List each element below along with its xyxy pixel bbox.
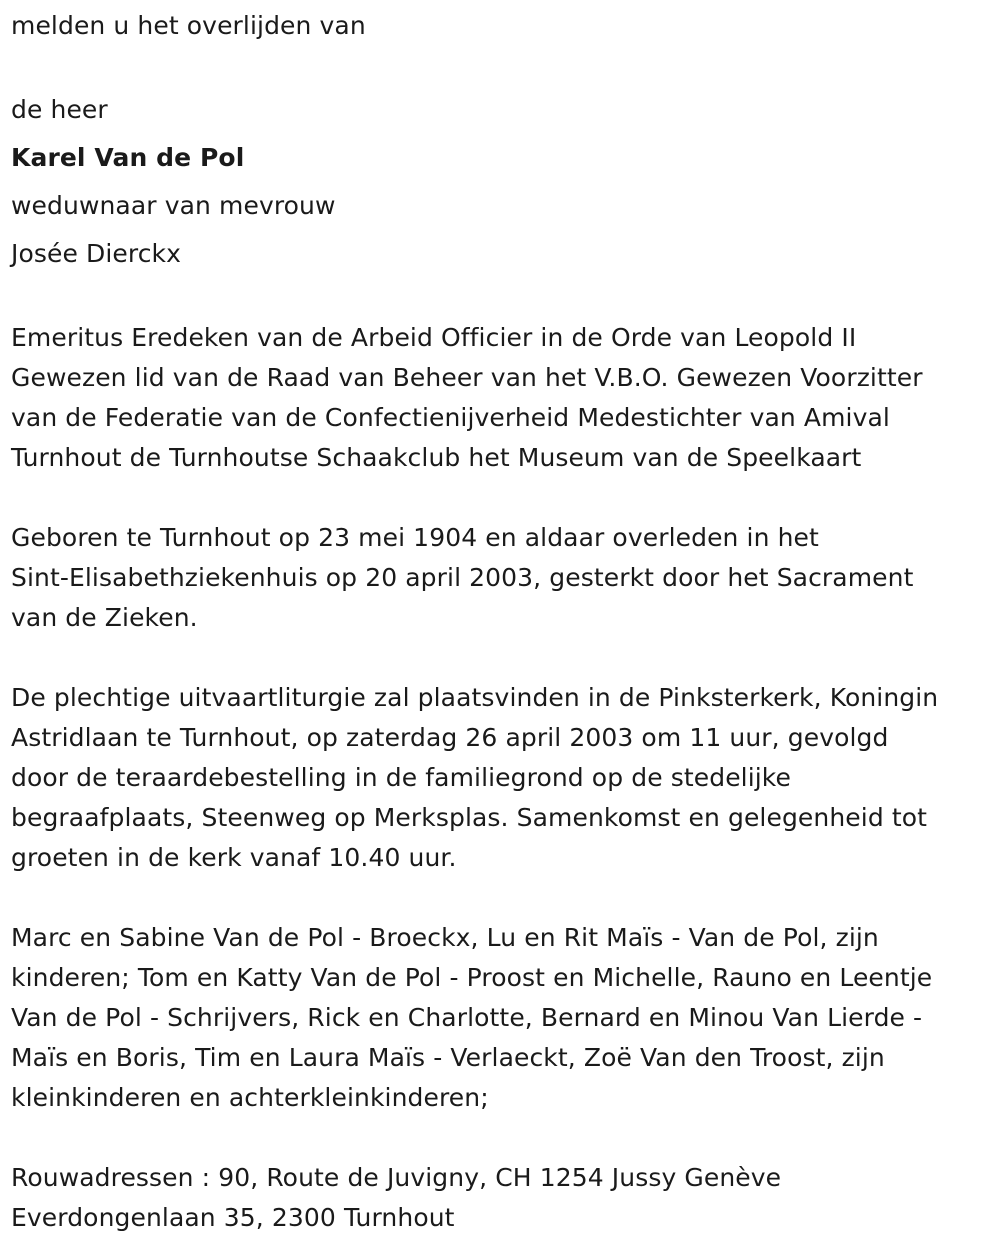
- funeral-line: De plechtige uitvaartliturgie zal plaatsvinden in de Pinksterkerk, Koningin: [11, 683, 939, 712]
- birth-death-line: van de Zieken.: [11, 603, 198, 632]
- honors-line: Turnhout de Turnhoutse Schaakclub het Museum van de Speelkaart: [11, 443, 862, 472]
- family-line: kinderen; Tom en Katty Van de Pol - Proost en Michelle, Rauno en Leentje: [11, 963, 933, 992]
- relation-text: weduwnaar van mevrouw: [11, 191, 336, 220]
- address-line: Everdongenlaan 35, 2300 Turnhout: [11, 1203, 455, 1232]
- funeral-paragraph: [11, 678, 996, 878]
- spacer: [11, 478, 996, 518]
- spacer: [11, 878, 996, 918]
- honors-line: Gewezen lid van de Raad van Beheer van het V.B.O. Gewezen Voorzitter: [11, 363, 923, 392]
- addresses-paragraph: [11, 1158, 996, 1238]
- funeral-line: door de teraardebestelling in de familiegrond op de stedelijke: [11, 763, 791, 792]
- spacer: [11, 1118, 996, 1158]
- funeral-line: begraafplaats, Steenweg op Merksplas. Samenkomst en gelegenheid tot: [11, 803, 928, 832]
- honors-line: van de Federatie van de Confectienijverheid Medestichter van Amival: [11, 403, 890, 432]
- spouse-name: Josée Dierckx: [11, 239, 182, 268]
- spacer: [11, 278, 996, 318]
- deceased-name: Karel Van de Pol: [11, 143, 245, 172]
- family-paragraph: [11, 918, 996, 1118]
- honors-paragraph: [11, 318, 996, 478]
- family-line: Marc en Sabine Van de Pol - Broeckx, Lu en Rit Maïs - Van de Pol, zijn: [11, 923, 879, 952]
- birth-death-line: Geboren te Turnhout op 23 mei 1904 en aldaar overleden in het: [11, 523, 819, 552]
- intro-text: melden u het overlijden van: [11, 11, 366, 40]
- funeral-line: groeten in de kerk vanaf 10.40 uur.: [11, 843, 457, 872]
- family-line: Van de Pol - Schrijvers, Rick en Charlotte, Bernard en Minou Van Lierde -: [11, 1003, 923, 1032]
- honors-line: Emeritus Eredeken van de Arbeid Officier in de Orde van Leopold II: [11, 323, 857, 352]
- address-line: Rouwadressen : 90, Route de Juvigny, CH 1254 Jussy Genève: [11, 1163, 782, 1192]
- birth-death-line: Sint-Elisabethziekenhuis op 20 april 2003, gesterkt door het Sacrament: [11, 563, 914, 592]
- death-notice: [11, 6, 996, 1238]
- salutation: de heer: [11, 95, 108, 124]
- funeral-line: Astridlaan te Turnhout, op zaterdag 26 april 2003 om 11 uur, gevolgd: [11, 723, 889, 752]
- spacer: [11, 638, 996, 678]
- birth-death-paragraph: [11, 518, 996, 638]
- spacer: [11, 46, 996, 86]
- family-line: kleinkinderen en achterkleinkinderen;: [11, 1083, 489, 1112]
- family-line: Maïs en Boris, Tim en Laura Maïs - Verlaeckt, Zoë Van den Troost, zijn: [11, 1043, 885, 1072]
